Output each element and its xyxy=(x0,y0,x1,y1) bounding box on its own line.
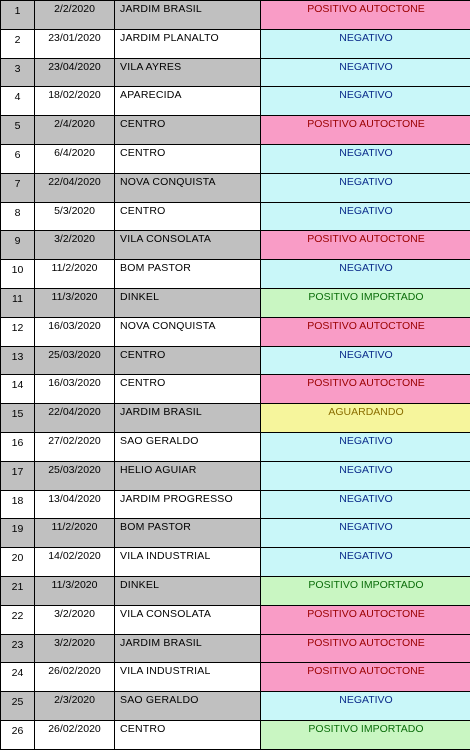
table-row xyxy=(1,692,470,721)
date-cell: 26/02/2020 xyxy=(35,720,115,749)
row-number-cell: 7 xyxy=(1,173,35,202)
table-row xyxy=(1,29,470,58)
row-number-cell: 1 xyxy=(1,1,35,30)
neighborhood-cell: VILA INDUSTRIAL xyxy=(115,548,261,577)
table-row xyxy=(1,87,470,116)
table-row xyxy=(1,663,470,692)
row-number-cell: 2 xyxy=(1,29,35,58)
neighborhood-cell: VILA CONSOLATA xyxy=(115,231,261,260)
row-number-cell: 3 xyxy=(1,58,35,87)
date-cell: 2/3/2020 xyxy=(35,692,115,721)
row-number-cell: 6 xyxy=(1,144,35,173)
row-number-cell: 22 xyxy=(1,605,35,634)
row-number-cell: 25 xyxy=(1,692,35,721)
result-cell: AGUARDANDO xyxy=(261,404,470,433)
result-cell: NEGATIVO xyxy=(261,461,470,490)
row-number-cell: 13 xyxy=(1,346,35,375)
row-number-cell: 19 xyxy=(1,519,35,548)
date-cell: 27/02/2020 xyxy=(35,432,115,461)
table-row xyxy=(1,144,470,173)
neighborhood-cell: JARDIM PLANALTO xyxy=(115,29,261,58)
result-cell: NEGATIVO xyxy=(261,548,470,577)
date-cell: 11/2/2020 xyxy=(35,519,115,548)
date-cell: 5/3/2020 xyxy=(35,202,115,231)
result-cell: POSITIVO IMPORTADO xyxy=(261,720,470,749)
neighborhood-cell: CENTRO xyxy=(115,375,261,404)
result-cell: NEGATIVO xyxy=(261,87,470,116)
result-cell: NEGATIVO xyxy=(261,29,470,58)
result-cell: POSITIVO AUTOCTONE xyxy=(261,605,470,634)
neighborhood-cell: DINKEL xyxy=(115,576,261,605)
row-number-cell: 9 xyxy=(1,231,35,260)
row-number-cell: 10 xyxy=(1,260,35,289)
date-cell: 11/3/2020 xyxy=(35,576,115,605)
case-table-body xyxy=(1,1,470,750)
table-row xyxy=(1,202,470,231)
table-row xyxy=(1,432,470,461)
row-number-cell: 15 xyxy=(1,404,35,433)
result-cell: NEGATIVO xyxy=(261,490,470,519)
date-cell: 22/04/2020 xyxy=(35,404,115,433)
result-cell: POSITIVO AUTOCTONE xyxy=(261,231,470,260)
row-number-cell: 24 xyxy=(1,663,35,692)
neighborhood-cell: JARDIM BRASIL xyxy=(115,1,261,30)
result-cell: POSITIVO AUTOCTONE xyxy=(261,1,470,30)
date-cell: 6/4/2020 xyxy=(35,144,115,173)
table-row xyxy=(1,519,470,548)
row-number-cell: 23 xyxy=(1,634,35,663)
table-row xyxy=(1,490,470,519)
neighborhood-cell: BOM PASTOR xyxy=(115,519,261,548)
table-row xyxy=(1,58,470,87)
neighborhood-cell: DINKEL xyxy=(115,288,261,317)
date-cell: 2/4/2020 xyxy=(35,116,115,145)
date-cell: 2/2/2020 xyxy=(35,1,115,30)
table-row xyxy=(1,548,470,577)
date-cell: 23/04/2020 xyxy=(35,58,115,87)
result-cell: NEGATIVO xyxy=(261,346,470,375)
table-row xyxy=(1,576,470,605)
row-number-cell: 16 xyxy=(1,432,35,461)
row-number-cell: 5 xyxy=(1,116,35,145)
result-cell: POSITIVO IMPORTADO xyxy=(261,576,470,605)
date-cell: 3/2/2020 xyxy=(35,634,115,663)
neighborhood-cell: HELIO AGUIAR xyxy=(115,461,261,490)
row-number-cell: 17 xyxy=(1,461,35,490)
neighborhood-cell: VILA INDUSTRIAL xyxy=(115,663,261,692)
row-number-cell: 11 xyxy=(1,288,35,317)
result-cell: NEGATIVO xyxy=(261,432,470,461)
date-cell: 18/02/2020 xyxy=(35,87,115,116)
result-cell: POSITIVO AUTOCTONE xyxy=(261,375,470,404)
table-row xyxy=(1,1,470,30)
result-cell: POSITIVO AUTOCTONE xyxy=(261,317,470,346)
date-cell: 26/02/2020 xyxy=(35,663,115,692)
neighborhood-cell: SAO GERALDO xyxy=(115,692,261,721)
date-cell: 3/2/2020 xyxy=(35,605,115,634)
date-cell: 16/03/2020 xyxy=(35,317,115,346)
table-row xyxy=(1,461,470,490)
date-cell: 11/3/2020 xyxy=(35,288,115,317)
table-row xyxy=(1,634,470,663)
neighborhood-cell: CENTRO xyxy=(115,720,261,749)
result-cell: NEGATIVO xyxy=(261,260,470,289)
date-cell: 22/04/2020 xyxy=(35,173,115,202)
row-number-cell: 4 xyxy=(1,87,35,116)
neighborhood-cell: BOM PASTOR xyxy=(115,260,261,289)
row-number-cell: 18 xyxy=(1,490,35,519)
neighborhood-cell: JARDIM PROGRESSO xyxy=(115,490,261,519)
date-cell: 3/2/2020 xyxy=(35,231,115,260)
row-number-cell: 8 xyxy=(1,202,35,231)
neighborhood-cell: NOVA CONQUISTA xyxy=(115,317,261,346)
table-row xyxy=(1,231,470,260)
neighborhood-cell: SAO GERALDO xyxy=(115,432,261,461)
table-row xyxy=(1,173,470,202)
result-cell: POSITIVO IMPORTADO xyxy=(261,288,470,317)
table-row xyxy=(1,404,470,433)
neighborhood-cell: VILA CONSOLATA xyxy=(115,605,261,634)
date-cell: 25/03/2020 xyxy=(35,461,115,490)
date-cell: 25/03/2020 xyxy=(35,346,115,375)
row-number-cell: 14 xyxy=(1,375,35,404)
date-cell: 11/2/2020 xyxy=(35,260,115,289)
row-number-cell: 26 xyxy=(1,720,35,749)
row-number-cell: 12 xyxy=(1,317,35,346)
date-cell: 16/03/2020 xyxy=(35,375,115,404)
table-row xyxy=(1,720,470,749)
result-cell: NEGATIVO xyxy=(261,173,470,202)
table-row xyxy=(1,317,470,346)
neighborhood-cell: CENTRO xyxy=(115,346,261,375)
row-number-cell: 21 xyxy=(1,576,35,605)
table-row xyxy=(1,116,470,145)
result-cell: NEGATIVO xyxy=(261,519,470,548)
neighborhood-cell: JARDIM BRASIL xyxy=(115,404,261,433)
date-cell: 23/01/2020 xyxy=(35,29,115,58)
row-number-cell: 20 xyxy=(1,548,35,577)
result-cell: POSITIVO AUTOCTONE xyxy=(261,663,470,692)
table-row xyxy=(1,346,470,375)
result-cell: NEGATIVO xyxy=(261,58,470,87)
result-cell: NEGATIVO xyxy=(261,692,470,721)
date-cell: 14/02/2020 xyxy=(35,548,115,577)
neighborhood-cell: CENTRO xyxy=(115,144,261,173)
date-cell: 13/04/2020 xyxy=(35,490,115,519)
neighborhood-cell: JARDIM BRASIL xyxy=(115,634,261,663)
result-cell: POSITIVO AUTOCTONE xyxy=(261,634,470,663)
table-row xyxy=(1,375,470,404)
neighborhood-cell: CENTRO xyxy=(115,116,261,145)
result-cell: NEGATIVO xyxy=(261,202,470,231)
neighborhood-cell: NOVA CONQUISTA xyxy=(115,173,261,202)
result-cell: NEGATIVO xyxy=(261,144,470,173)
neighborhood-cell: CENTRO xyxy=(115,202,261,231)
neighborhood-cell: VILA AYRES xyxy=(115,58,261,87)
table-row xyxy=(1,605,470,634)
result-cell: POSITIVO AUTOCTONE xyxy=(261,116,470,145)
neighborhood-cell: APARECIDA xyxy=(115,87,261,116)
table-row xyxy=(1,260,470,289)
table-row xyxy=(1,288,470,317)
